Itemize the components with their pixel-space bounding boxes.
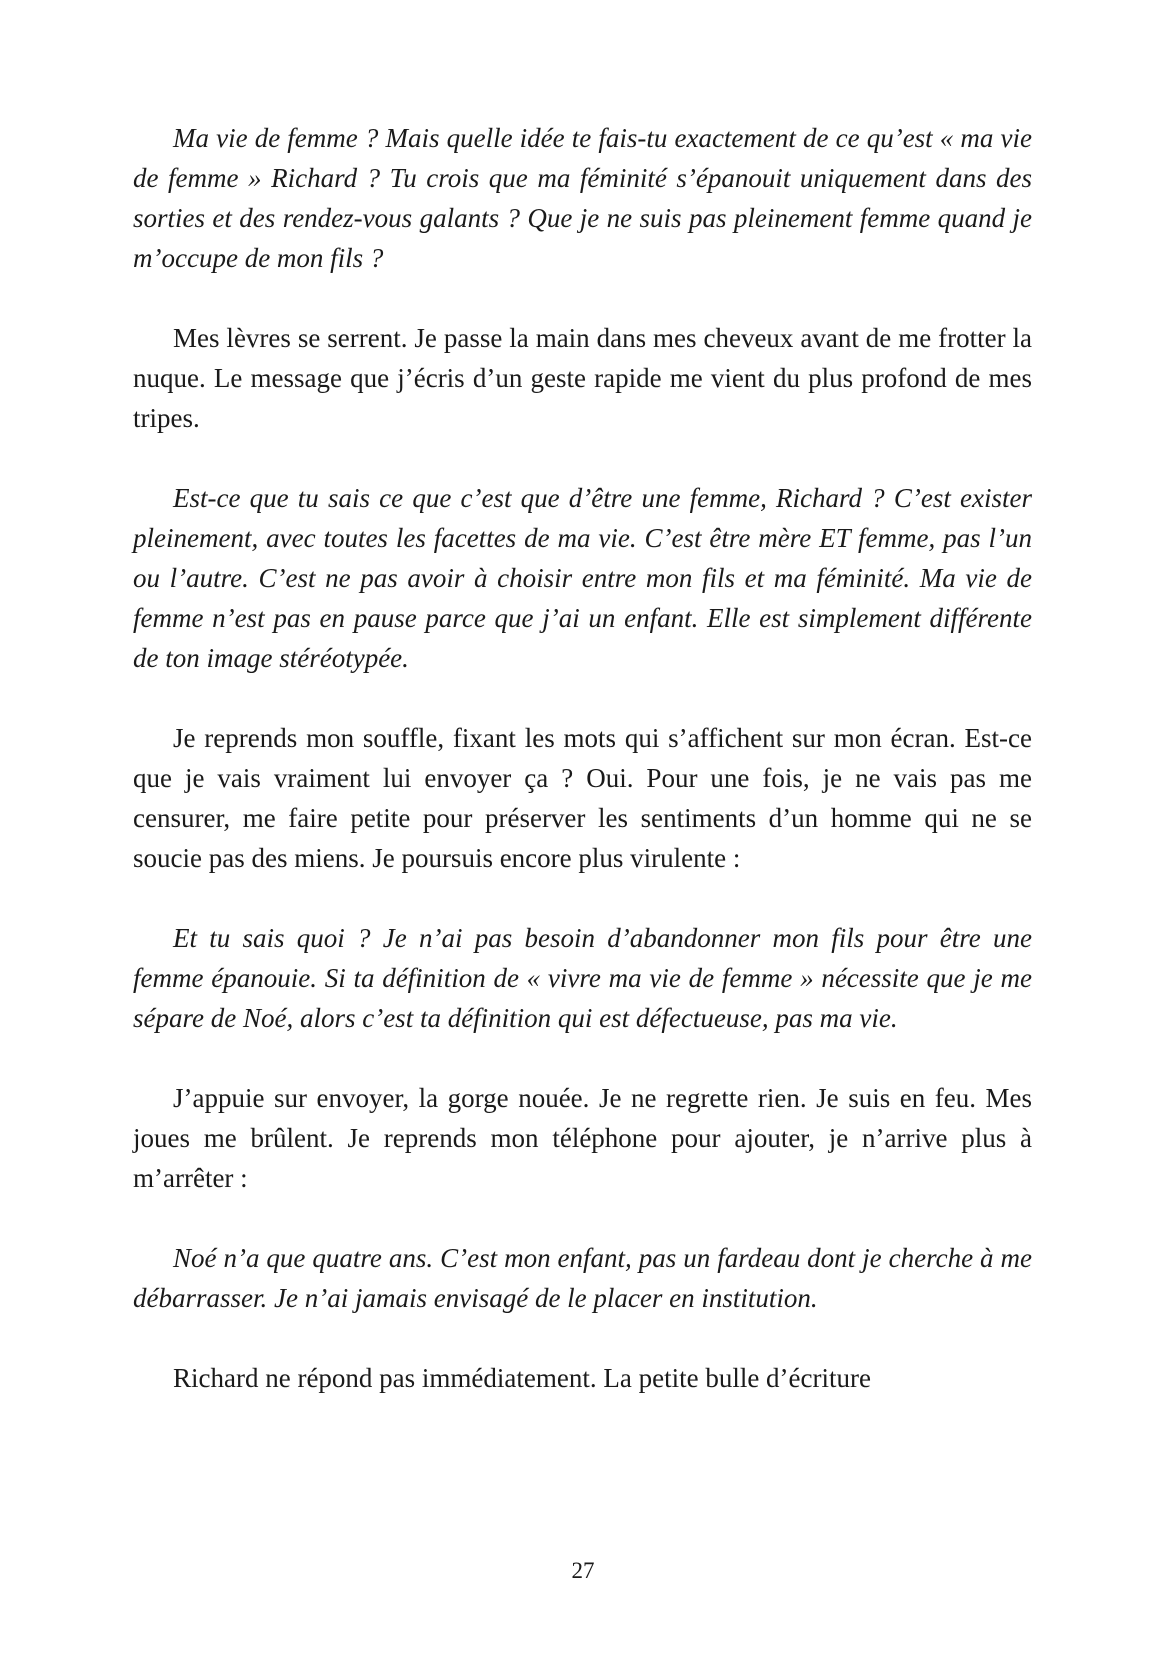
text-message-paragraph: Et tu sais quoi ? Je n’ai pas besoin d’abandonner mon fils pour être une femme épanouie. Si ta définition de « vivre ma vie de femme » nécessite que je me sépare de Noé, alors c’est ta définition qui est défectueuse, pas ma vie. bbox=[133, 923, 1032, 1033]
text-message-paragraph: Ma vie de femme ? Mais quelle idée te fais-tu exactement de ce qu’est « ma vie de femme » Richard ? Tu crois que ma féminité s’épanouit uniquement dans des sorties et des rendez-vous galants ? Que je ne suis pas pleinement femme quand je m’occupe de mon fils ? bbox=[133, 123, 1032, 273]
narrative-paragraph: Mes lèvres se serrent. Je passe la main dans mes cheveux avant de me frotter la nuque. Le message que j’écris d’un geste rapide me vient du plus profond de mes tripes. bbox=[133, 323, 1032, 433]
text-message-paragraph: Est-ce que tu sais ce que c’est que d’être une femme, Richard ? C’est exister pleinement, avec toutes les facettes de ma vie. C’est être mère ET femme, pas l’un ou l’autre. C’est ne pas avoir à choisir entre mon fils et ma féminité. Ma vie de femme n’est pas en pause parce que j’ai un enfant. Elle est simplement différente de ton image stéréotypée. bbox=[133, 483, 1032, 673]
text-message-paragraph: Noé n’a que quatre ans. C’est mon enfant, pas un fardeau dont je cherche à me débarrasser. Je n’ai jamais envisagé de le placer en institution. bbox=[133, 1243, 1032, 1313]
narrative-paragraph: J’appuie sur envoyer, la gorge nouée. Je ne regrette rien. Je suis en feu. Mes joues me brûlent. Je reprends mon téléphone pour ajouter, je n’arrive plus à m’arrêter : bbox=[133, 1083, 1032, 1193]
narrative-paragraph: Richard ne répond pas immédiatement. La petite bulle d’écriture bbox=[173, 1363, 871, 1393]
body-text bbox=[133, 118, 1032, 1398]
page-number: 27 bbox=[571, 1558, 595, 1583]
narrative-paragraph: Je reprends mon souffle, fixant les mots qui s’affichent sur mon écran. Est-ce que je vais vraiment lui envoyer ça ? Oui. Pour une fois, je ne vais pas me censurer, me faire petite pour préserver les sentiments d’un homme qui ne se soucie pas des miens. Je poursuis encore plus virulente : bbox=[133, 723, 1032, 873]
